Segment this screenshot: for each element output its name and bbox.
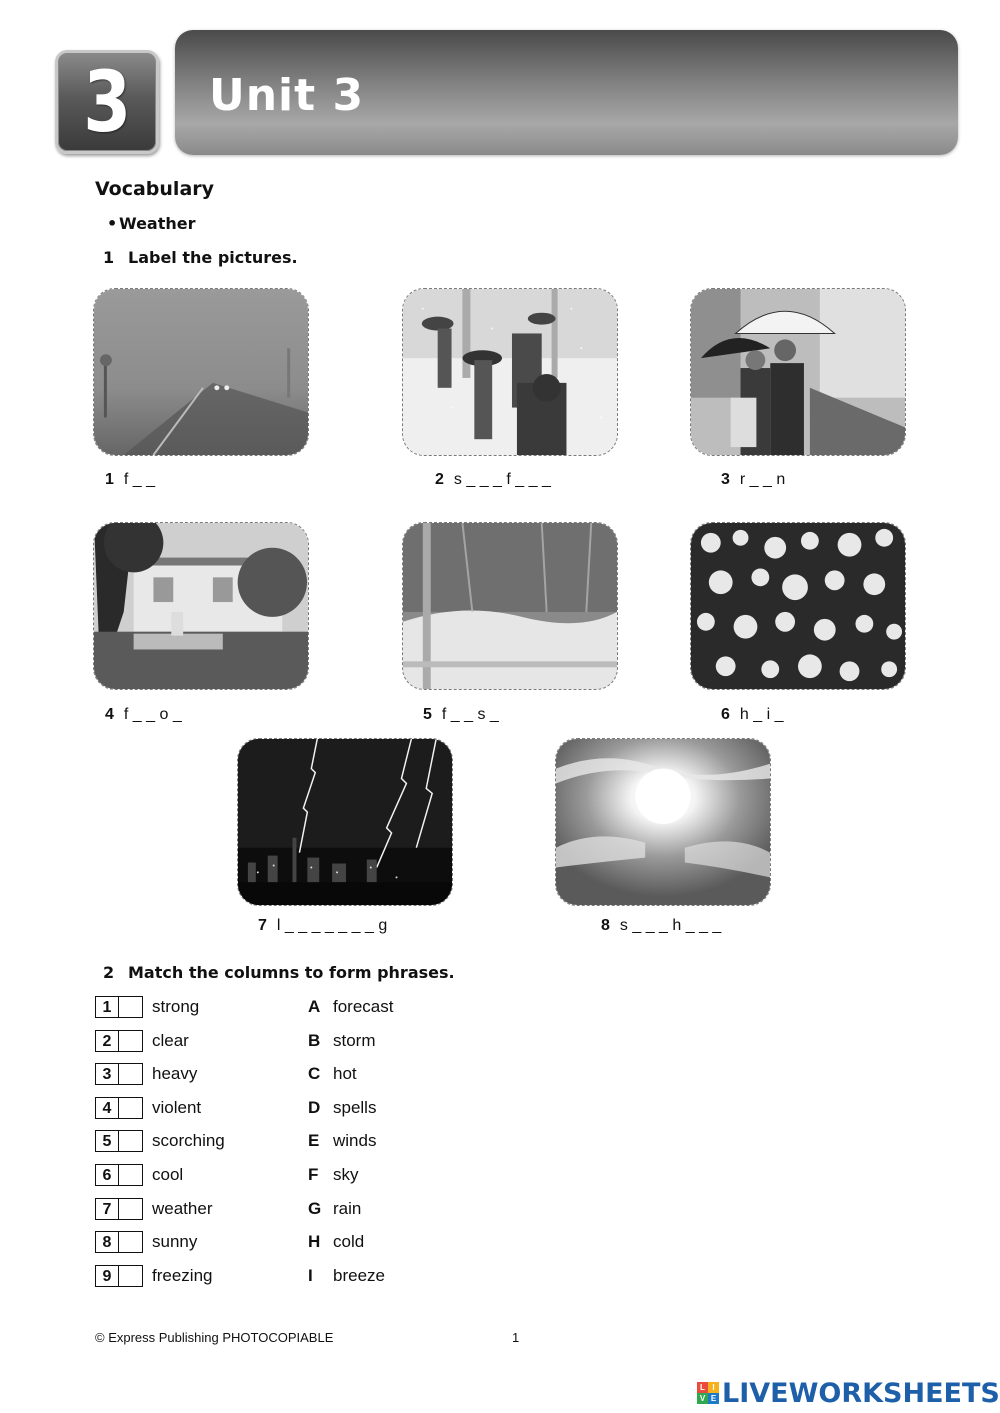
- left-word: strong: [152, 997, 200, 1016]
- exercise-1-title: [103, 248, 298, 267]
- right-letter: E: [308, 1131, 320, 1150]
- copyright-footer: © Express Publishing PHOTOCOPIABLE: [95, 1330, 334, 1345]
- item-number: 9: [96, 1266, 119, 1286]
- right-word: forecast: [333, 997, 394, 1016]
- picture-2-caption: 2 s _ _ _ f _ _ _: [435, 471, 551, 488]
- answer-box: [95, 1030, 143, 1052]
- match-row: [95, 1097, 495, 1121]
- exercise-number: 1: [103, 248, 115, 267]
- right-letter: F: [308, 1165, 319, 1184]
- right-word: cold: [333, 1232, 365, 1251]
- exercise-2-title: [103, 963, 455, 982]
- right-word: rain: [333, 1199, 362, 1218]
- right-letter: D: [308, 1098, 321, 1117]
- item-number: 6: [96, 1165, 119, 1185]
- answer-input[interactable]: [119, 997, 142, 1017]
- answer-box: [95, 1198, 143, 1220]
- left-word: clear: [152, 1031, 189, 1050]
- answer-input[interactable]: [119, 1232, 142, 1252]
- right-word: storm: [333, 1031, 376, 1050]
- match-row: [95, 1265, 495, 1289]
- liveworksheets-brand[interactable]: [697, 1376, 1000, 1410]
- unit-title-banner: [175, 30, 958, 155]
- liveworksheets-logo-icon: L I V E: [697, 1382, 719, 1404]
- right-word: winds: [333, 1131, 377, 1150]
- right-letter: G: [308, 1199, 322, 1218]
- match-row: [95, 996, 495, 1020]
- match-row: [95, 1030, 495, 1054]
- match-row: [95, 1164, 495, 1188]
- picture-1-caption: 1 f _ _: [105, 471, 156, 488]
- topic-label: Weather: [119, 214, 196, 233]
- left-word: sunny: [152, 1232, 198, 1251]
- item-number: 8: [96, 1232, 119, 1252]
- match-row: [95, 1130, 495, 1154]
- answer-input[interactable]: [119, 1098, 142, 1118]
- picture-6-caption: 6 h _ i _: [721, 706, 784, 723]
- right-word: spells: [333, 1098, 377, 1117]
- frost-photo: [402, 522, 618, 690]
- right-word: hot: [333, 1064, 357, 1083]
- answer-input[interactable]: [119, 1131, 142, 1151]
- exercise-number: 2: [103, 963, 115, 982]
- picture-7-caption: 7 l _ _ _ _ _ _ _ g: [258, 917, 388, 934]
- bullet-icon: •: [107, 214, 118, 233]
- item-number: 7: [96, 1199, 119, 1219]
- answer-box: [95, 1097, 143, 1119]
- unit-number-badge: [55, 50, 159, 154]
- match-row: [95, 1231, 495, 1255]
- topic-bullet: [107, 214, 196, 233]
- lightning-photo: [237, 738, 453, 906]
- right-letter: H: [308, 1232, 321, 1251]
- left-word: cool: [152, 1165, 184, 1184]
- right-letter: I: [308, 1266, 313, 1285]
- answer-box: [95, 1265, 143, 1287]
- hail-photo: [690, 522, 906, 690]
- picture-5-caption: 5 f _ _ s _: [423, 706, 499, 723]
- right-letter: A: [308, 997, 321, 1016]
- rain-photo: [690, 288, 906, 456]
- brand-name: LIVEWORKSHEETS: [722, 1377, 1000, 1409]
- right-word: breeze: [333, 1266, 385, 1285]
- answer-input[interactable]: [119, 1199, 142, 1219]
- exercise-instruction: Label the pictures.: [128, 248, 298, 267]
- picture-3-caption: 3 r _ _ n: [721, 471, 786, 488]
- right-letter: B: [308, 1031, 321, 1050]
- left-word: freezing: [152, 1266, 213, 1285]
- answer-input[interactable]: [119, 1165, 142, 1185]
- page-number: 1: [512, 1330, 520, 1345]
- match-row: [95, 1063, 495, 1087]
- answer-input[interactable]: [119, 1266, 142, 1286]
- unit-number: 3: [83, 53, 131, 151]
- unit-title: Unit 3: [209, 70, 365, 121]
- section-title: Vocabulary: [95, 178, 215, 200]
- item-number: 1: [96, 997, 119, 1017]
- left-word: violent: [152, 1098, 202, 1117]
- item-number: 3: [96, 1064, 119, 1084]
- answer-box: [95, 1063, 143, 1085]
- answer-box: [95, 1231, 143, 1253]
- item-number: 5: [96, 1131, 119, 1151]
- answer-box: [95, 996, 143, 1018]
- left-word: weather: [152, 1199, 213, 1218]
- item-number: 2: [96, 1031, 119, 1051]
- fog-photo: [93, 288, 309, 456]
- left-word: scorching: [152, 1131, 225, 1150]
- flood-photo: [93, 522, 309, 690]
- match-row: [95, 1198, 495, 1222]
- exercise-instruction: Match the columns to form phrases.: [128, 963, 455, 982]
- answer-input[interactable]: [119, 1064, 142, 1084]
- picture-4-caption: 4 f _ _ o _: [105, 706, 182, 723]
- answer-box: [95, 1130, 143, 1152]
- left-word: heavy: [152, 1064, 198, 1083]
- right-word: sky: [333, 1165, 359, 1184]
- picture-8-caption: 8 s _ _ _ h _ _ _: [601, 917, 722, 934]
- sunshine-photo: [555, 738, 771, 906]
- snowfall-photo: [402, 288, 618, 456]
- answer-input[interactable]: [119, 1031, 142, 1051]
- item-number: 4: [96, 1098, 119, 1118]
- answer-box: [95, 1164, 143, 1186]
- right-letter: C: [308, 1064, 321, 1083]
